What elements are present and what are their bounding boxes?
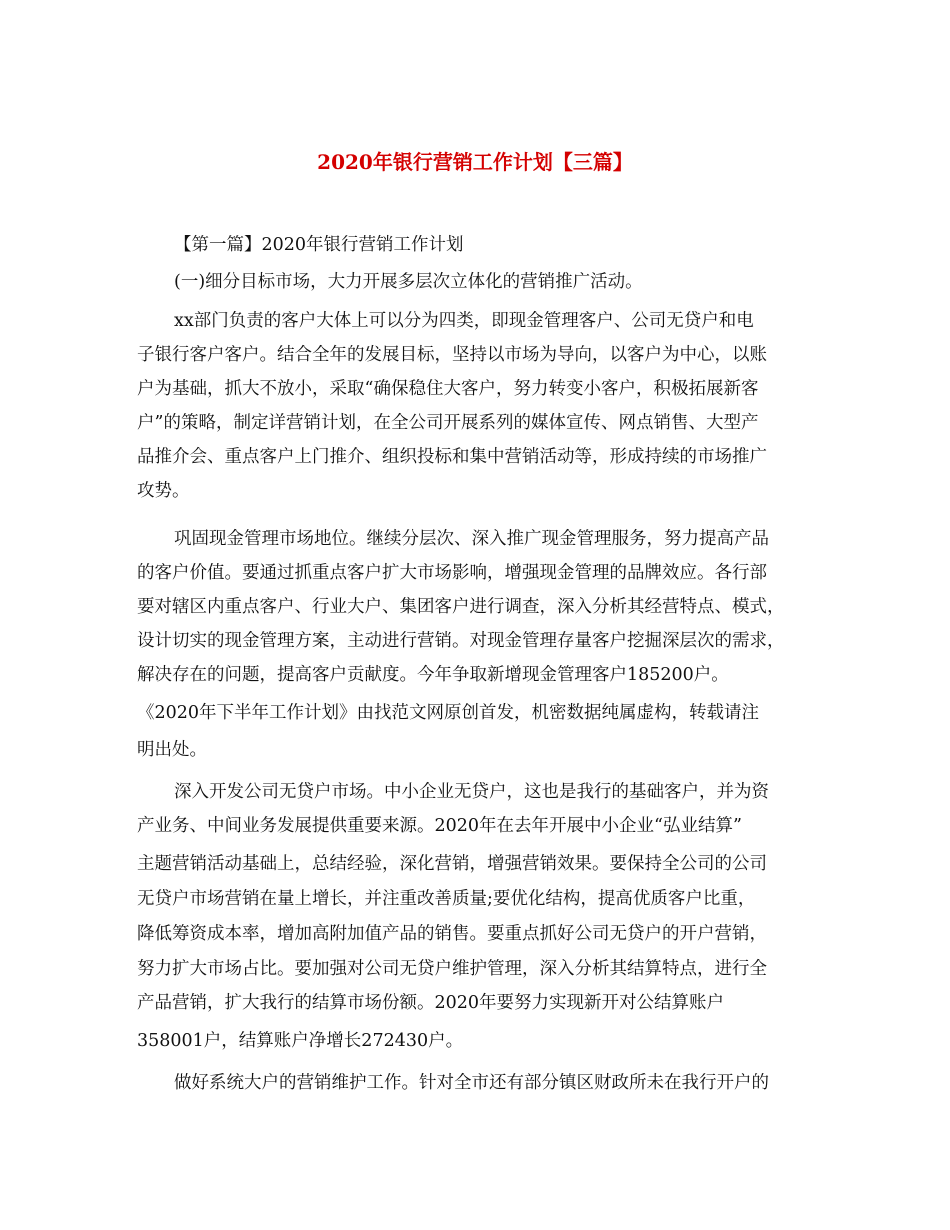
text-line: 做好系统大户的营销维护工作。针对全市还有部分镇区财政所未在我行开户的 bbox=[174, 1073, 769, 1093]
text-line: 358001户，结算账户净增长272430户。 bbox=[137, 1031, 464, 1051]
text-line: 子银行客户客户。结合全年的发展目标，坚持以市场为导向，以客户为中心，以账 bbox=[137, 345, 767, 365]
text-line: 深入开发公司无贷户市场。中小企业无贷户，这也是我行的基础客户，并为资 bbox=[174, 782, 769, 802]
text-line: 户”的策略，制定详营销计划，在全公司开展系列的媒体宣传、网点销售、大型产 bbox=[137, 413, 759, 433]
text-line: 攻势。 bbox=[137, 481, 190, 501]
text-line: 努力扩大市场占比。要加强对公司无贷户维护管理，深入分析其结算特点，进行全 bbox=[137, 959, 767, 979]
text-line: 产品营销，扩大我行的结算市场份额。2020年要努力实现新开对公结算账户 bbox=[137, 993, 725, 1013]
text-line: 户为基础，抓大不放小，采取“确保稳住大客户，努力转变小客户，积极拓展新客 bbox=[137, 379, 759, 399]
text-line: 设计切实的现金管理方案，主动进行营销。对现金管理存量客户挖掘深层次的需求， bbox=[137, 631, 785, 651]
text-line: 【第一篇】2020年银行营销工作计划 bbox=[174, 235, 464, 255]
text-line: 《2020年下半年工作计划》由找范文网原创首发，机密数据纯属虚构，转载请注 bbox=[137, 703, 760, 723]
text-line: 解决存在的问题，提高客户贡献度。今年争取新增现金管理客户185200户。 bbox=[137, 665, 729, 685]
text-line: (一)细分目标市场，大力开展多层次立体化的营销推广活动。 bbox=[174, 272, 643, 292]
text-line: 的客户价值。要通过抓重点客户扩大市场影响，增强现金管理的品牌效应。各行部 bbox=[137, 563, 767, 583]
text-line: 品推介会、重点客户上门推介、组织投标和集中营销活动等，形成持续的市场推广 bbox=[137, 447, 767, 467]
document-title: 2020年银行营销工作计划【三篇】 bbox=[317, 150, 633, 174]
text-line: 无贷户市场营销在量上增长，并注重改善质量;要优化结构，提高优质客户比重， bbox=[137, 889, 756, 909]
text-line: 要对辖区内重点客户、行业大户、集团客户进行调查，深入分析其经营特点、模式， bbox=[137, 597, 785, 617]
text-line: 巩固现金管理市场地位。继续分层次、深入推广现金管理服务，努力提高产品 bbox=[174, 529, 769, 549]
text-line: xx部门负责的客户大体上可以分为四类，即现金管理客户、公司无贷户和电 bbox=[174, 311, 754, 331]
text-line: 明出处。 bbox=[137, 740, 207, 760]
text-line: 主题营销活动基础上，总结经验，深化营销，增强营销效果。要保持全公司的公司 bbox=[137, 854, 767, 874]
text-line: 产业务、中间业务发展提供重要来源。2020年在去年开展中小企业“弘业结算” bbox=[137, 816, 742, 836]
text-line: 降低筹资成本率，增加高附加值产品的销售。要重点抓好公司无贷户的开户营销， bbox=[137, 924, 767, 944]
